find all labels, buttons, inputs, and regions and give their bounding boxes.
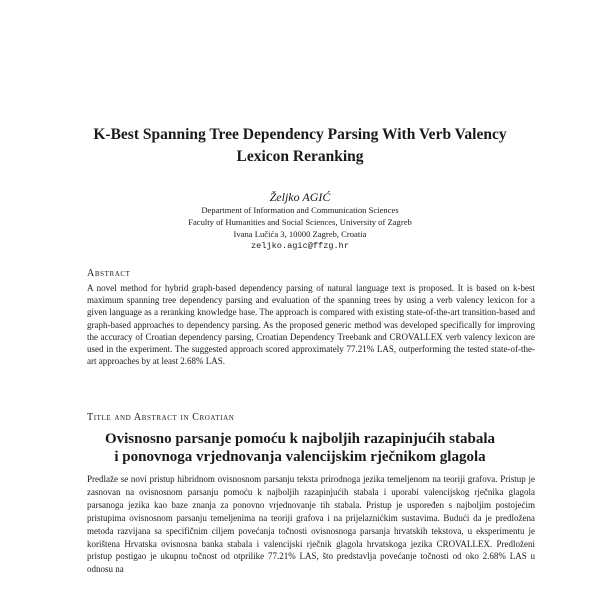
affiliation-address: Ivana Lučića 3, 10000 Zagreb, Croatia — [233, 229, 367, 239]
paper-title-line-2: Lexicon Reranking — [236, 148, 364, 165]
affiliation-department: Department of Information and Communication Sciences — [201, 205, 399, 215]
abstract-heading: Abstract — [87, 268, 131, 279]
croatian-abstract-text: Predlaže se novi pristup hibridnom ovisnosnom parsanju teksta prirodnoga jezika temeljenom na teoriji grafova. Pristup je zasnovan na ovisnosnom parsanju pomoću k najboljih razapinjućih stabala i uporabi valencijskog rječnika glagola parsanoga jezika kao baze znanja za ponovno vrjednovanje tih stabala. Pristup je uspoređen s najboljim postojećim pristupima ovisnosnom parsanju temeljenima na teoriji grafova i na prijelaznićkim sustavima. Budući da je predložena metoda razvijana sa specifičnim ciljem povećanja točnosti ovisnosnoga parsanja hrvatskih tekstova, u eksperimentu je korištena Hrvatska ovisnosna banka stabala i valencijski rječnik glagola hrvatskoga jezika CROVALLEX. Predloženi pristup postigao je ukupnu točnost od otprilike 77.21% LAS, što predstavlja povećanje točnosti od oko 2.68% LAS u odnosu na — [87, 474, 535, 575]
abstract-text: A novel method for hybrid graph-based dependency parsing of natural language text is proposed. It is based on k-best maximum spanning tree dependency parsing and evaluation of the spanning trees by using a verb valency lexicon for a given language as a reranking knowledge base. The approach is compared with existing state-of-the-art transition-based and graph-based approaches to dependency parsing. As the proposed generic method was developed specifically for improving the accuracy of Croatian dependency parsing, Croatian Dependency Treebank and CROVALLEX verb valency lexicon are used in the experiment. The suggested approach scored approximately 77.21% LAS, outperforming the tested state-of-the-art approaches by at least 2.68% LAS. — [87, 283, 535, 367]
paper-title-line-1: K-Best Spanning Tree Dependency Parsing With Verb Valency — [93, 126, 507, 143]
croatian-title-line-1: Ovisnosno parsanje pomoću k najboljih razapinjućih stabala — [104, 431, 496, 447]
croatian-title — [60, 430, 540, 466]
author-name: Željko AGIĆ — [269, 190, 331, 204]
paper-title — [60, 124, 540, 168]
affiliation-faculty: Faculty of Humanities and Social Sciences, University of Zagreb — [188, 217, 412, 227]
author-email: zeljko.agic@ffzg.hr — [251, 241, 349, 251]
croatian-title-line-2: i ponovnoga vrjednovanja valencijskim rječnikom glagola — [114, 449, 486, 465]
author-block — [100, 190, 500, 252]
croatian-section-heading: Title and Abstract in Croatian — [87, 412, 235, 423]
